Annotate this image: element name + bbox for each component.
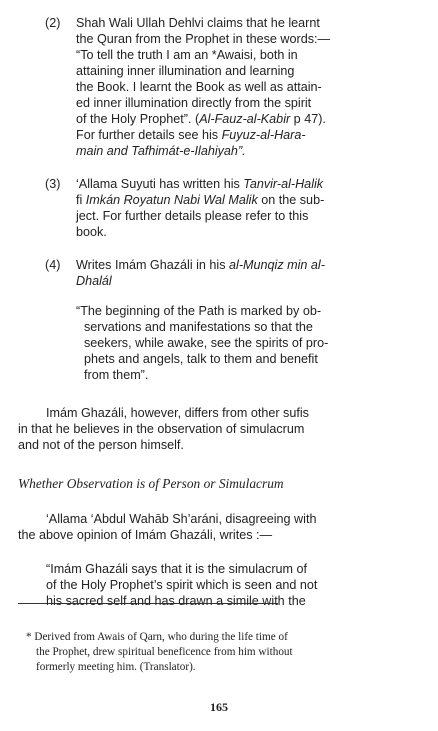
text-line: [76, 257, 325, 273]
footnote-line: the Prophet, drew spiritual beneficence from him without: [36, 646, 293, 658]
page-number: 165: [210, 700, 228, 714]
footnote-divider: [18, 603, 278, 604]
text-run: fi: [76, 193, 86, 207]
text-line: the Book. I learnt the Book as well as attain-: [76, 80, 322, 94]
text-line: in that he believes in the observation of simulacrum: [18, 422, 305, 436]
item-number: (2): [45, 16, 61, 30]
footnote-line: formerly meeting him. (Translator).: [36, 661, 196, 673]
footnote-line: * Derived from Awais of Qarn, who during the life time of: [26, 631, 288, 643]
text-run: ‘Allama Suyuti has written his: [76, 177, 244, 191]
text-line: Shah Wali Ullah Dehlvi claims that he learnt: [76, 16, 320, 30]
text-line: ject. For further details please refer to this: [76, 209, 309, 223]
text-line: the Quran from the Prophet in these words:—: [76, 32, 331, 46]
text-line: and not of the person himself.: [18, 438, 184, 452]
book-title: al-Munqiz min al-: [229, 258, 325, 272]
item-number: (4): [45, 258, 61, 272]
text-line: ‘Allama ‘Abdul Wahāb Sh’aráni, disagreeing with: [46, 512, 317, 526]
book-title: Imkán Royatun Nabi Wal Malik: [85, 193, 258, 207]
text-line: [76, 127, 306, 143]
text-run: Writes Imám Ghazáli in his: [76, 258, 230, 272]
text-line: [76, 176, 323, 192]
quote-line: his sacred self and has drawn a simile with the: [46, 594, 306, 608]
quote-line: of the Holy Prophet’s spirit which is seen and not: [46, 578, 318, 592]
quote-line: phets and angels, talk to them and benefit: [84, 352, 318, 366]
quote-line: “Imám Ghazáli says that it is the simulacrum of: [46, 562, 308, 576]
text-line: book.: [76, 225, 107, 239]
text-run: For further details see his: [76, 128, 222, 142]
quote-line: “The beginning of the Path is marked by ob-: [76, 304, 322, 318]
text-run: on the sub-: [257, 193, 325, 207]
book-title: Dhalál: [76, 274, 112, 288]
text-line: the above opinion of Imám Ghazáli, writes :—: [18, 528, 273, 542]
text-line: [76, 111, 326, 127]
text-line: ed inner illumination directly from the spirit: [76, 96, 312, 110]
section-heading: Whether Observation is of Person or Simulacrum: [18, 476, 284, 491]
book-title: main and Tafhimát-e-Ilahiyah”.: [76, 144, 246, 158]
text-line: Imám Ghazáli, however, differs from other sufis: [46, 406, 309, 420]
quote-line: seekers, while awake, see the spirits of pro-: [84, 336, 329, 350]
text-line: “To tell the truth I am an *Awaisi, both in: [76, 48, 298, 62]
text-line: [76, 192, 324, 208]
book-title: Fuyuz-al-Hara-: [221, 128, 306, 142]
quote-line: servations and manifestations so that the: [84, 320, 313, 334]
quote-line: from them”.: [84, 368, 149, 382]
item-number: (3): [45, 177, 61, 191]
book-title: Al-Fauz-al-Kabir: [199, 112, 291, 126]
text-line: attaining inner illumination and learning: [76, 64, 295, 78]
text-run: p 47).: [290, 112, 326, 126]
text-run: of the Holy Prophet”. (: [76, 112, 200, 126]
book-title: Tanvir-al-Halik: [243, 177, 324, 191]
